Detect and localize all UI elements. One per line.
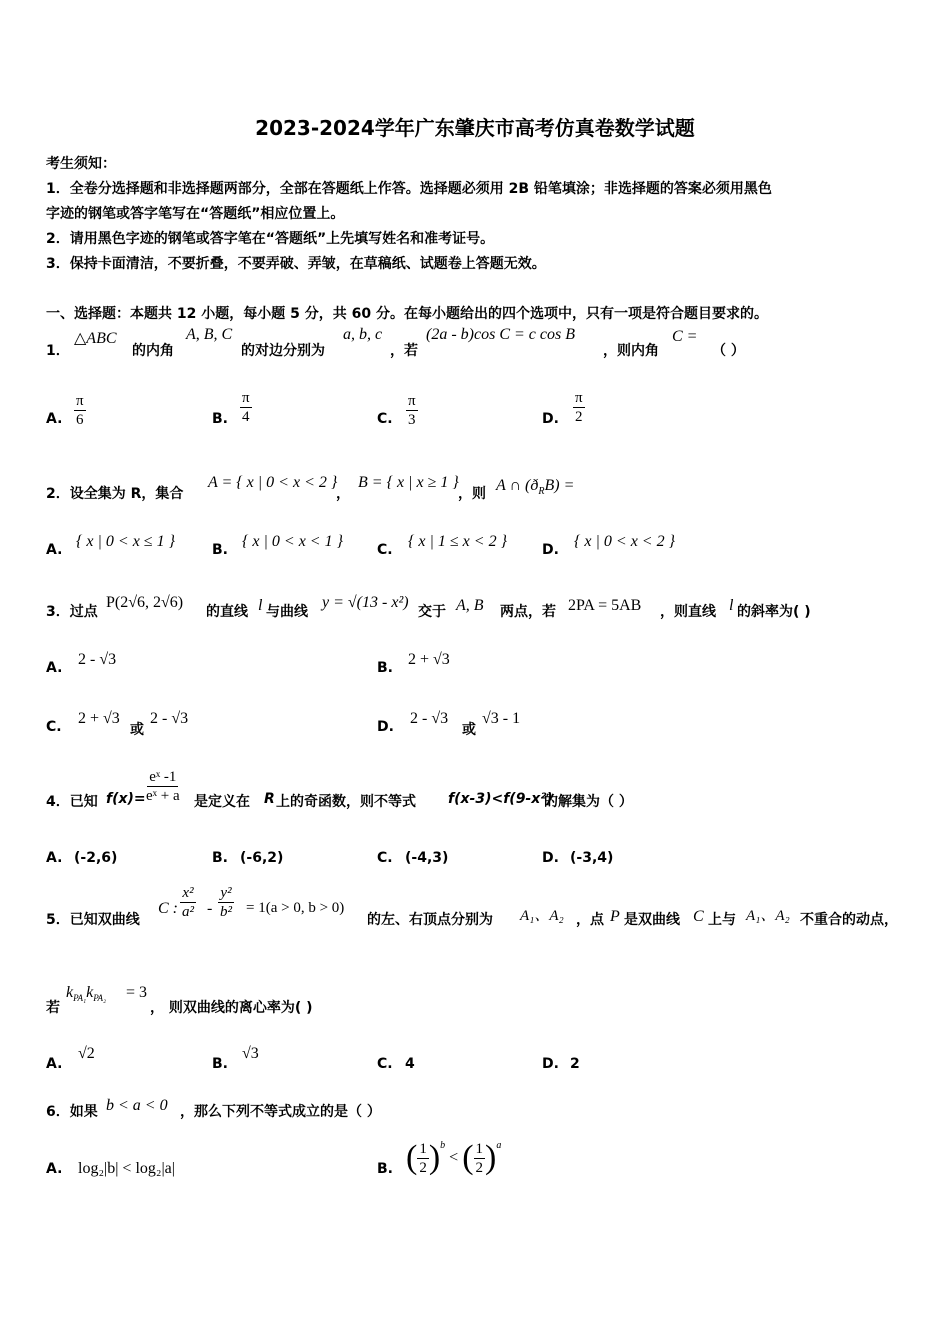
q3-points-ab: A, B (456, 597, 484, 614)
q3-text-2: 与曲线 (266, 604, 308, 620)
q3-curve: y = √(13 - x²) (322, 594, 409, 611)
q5-p: P (610, 908, 620, 925)
page-title: 2023-2024学年广东肇庆市高考仿真卷数学试题 (255, 116, 695, 140)
q2-option-b: { x | 0 < x < 1 } (242, 533, 343, 550)
q4-option-a: (-2,6) (74, 850, 118, 866)
q4-label-d: D. (542, 850, 559, 866)
q6-text-0: 6．如果 (46, 1104, 98, 1120)
notice-line-2: 2．请用黑色字迹的钢笔或答字笔在“答题纸”上先填写姓名和准考证号。 (46, 231, 495, 247)
q6-exp-b: b (440, 1140, 446, 1151)
q4-fraction (144, 768, 182, 805)
q5-text-3: 是双曲线 (624, 912, 680, 928)
q5-frac-1-num: x² (182, 885, 194, 901)
q2-then: ，则 (458, 486, 486, 502)
q5-frac-1 (180, 884, 196, 921)
q1-text-4: ，则内角 (603, 343, 659, 359)
q1-option-c-num: π (408, 393, 416, 409)
q3-option-d-2: √3 - 1 (482, 710, 521, 727)
q2-expr-part1: A ∩ (ð (496, 477, 539, 494)
q6-paren-l1: ( (406, 1139, 418, 1176)
q1-triangle: △ABC (74, 330, 117, 347)
q1-label-a: A. (46, 411, 63, 427)
q1-option-b (240, 389, 252, 426)
q5-frac-1-den: a² (182, 904, 194, 920)
q1-option-c (406, 392, 418, 429)
q5-text-0: 5．已知双曲线 (46, 912, 140, 928)
q4-text-2: 上的奇函数，则不等式 (276, 794, 416, 810)
q3-point: P(2√6, 2√6) (106, 594, 184, 611)
q6-half-1-num: 1 (419, 1140, 427, 1157)
q6-exp-a: a (496, 1140, 502, 1151)
q5-ruo: 若 (46, 1000, 60, 1016)
q4-fx: f(x)= (106, 791, 146, 807)
q6-lt: < (449, 1149, 459, 1166)
q2-label-d: D. (542, 542, 559, 558)
q5-k2-sub: PA₂ (93, 993, 107, 1004)
q1-option-a-num: π (76, 393, 84, 409)
q3-label-c: C. (46, 719, 62, 735)
q6-half-1-den: 2 (419, 1159, 427, 1176)
q1-text-3: ，若 (390, 343, 418, 359)
q5-label-c: C. (377, 1056, 393, 1072)
q1-label-d: D. (542, 411, 559, 427)
notice-line-1: 1．全卷分选择题和非选择题两部分，全部在答题纸上作答。选择题必须用 2B 铅笔填涂；非选择题的答案必须用黑色 (46, 181, 772, 197)
q5-k-product (66, 984, 106, 1003)
q5-option-d: 2 (570, 1056, 580, 1072)
q1-option-b-den: 4 (242, 409, 250, 425)
q3-option-b: 2 + √3 (408, 651, 450, 668)
q5-rest: = 1(a > 0, b > 0) (246, 900, 345, 916)
q2-set-a: A = { x | 0 < x < 2 } (208, 474, 338, 491)
q2-expr-sub: R (538, 486, 545, 498)
q6-condition: b < a < 0 (106, 1097, 168, 1114)
q6-paren-l2: ( (462, 1139, 474, 1176)
q5-text-5: 不重合的动点， (800, 912, 898, 928)
q4-text-0: 4．已知 (46, 794, 98, 810)
q4-option-b: (-6,2) (240, 850, 284, 866)
q3-text-4: 两点，若 (500, 604, 556, 620)
q2-expr-part2: B) = (544, 477, 575, 494)
q6-paren-r2: ) (485, 1139, 497, 1176)
q4-inequality: f(x-3)<f(9-x²) (448, 791, 553, 807)
q6-half-2-den: 2 (475, 1159, 484, 1176)
q5-option-a: √2 (78, 1045, 95, 1062)
q3-option-c-1: 2 + √3 (78, 710, 120, 727)
q5-k1-sub: PA₁ (73, 993, 87, 1004)
q4-label-b: B. (212, 850, 228, 866)
q5-frac-2-den: b² (220, 904, 232, 920)
q1-equation: (2a - b)cos C = c cos B (426, 326, 575, 343)
q1-option-a (74, 392, 86, 429)
q6-label-a: A. (46, 1161, 63, 1177)
q5-option-b: √3 (242, 1045, 259, 1062)
q2-label-a: A. (46, 542, 63, 558)
q3-text-3: 交于 (418, 604, 446, 620)
q5-label-b: B. (212, 1056, 228, 1072)
q1-c-eq: C = (672, 328, 698, 345)
q3-line-l2: l (729, 597, 734, 614)
q5-minus: - (207, 900, 213, 917)
notice-line-1b: 字迹的钢笔或答字笔写在“答题纸”相应位置上。 (46, 206, 345, 222)
q1-label-b: B. (212, 411, 228, 427)
q5-vertices-2: A₁、A₂ (746, 908, 790, 924)
q3-text-6: 的斜率为( ) (737, 604, 811, 620)
q3-label-b: B. (377, 660, 393, 676)
notice-line-3: 3．保持卡面清洁，不要折叠，不要弄破、弄皱，在草稿纸、试题卷上答题无效。 (46, 256, 546, 272)
q5-text-6: ， 则双曲线的离心率为( ) (150, 1000, 313, 1016)
q5-frac-2-num: y² (220, 885, 232, 901)
q5-vertices: A₁、A₂ (520, 908, 564, 924)
q1-paren: （ ） (712, 343, 745, 359)
q3-label-d: D. (377, 719, 394, 735)
q4-option-c: (-4,3) (405, 850, 449, 866)
q6-option-b (406, 1138, 501, 1178)
q6-half-1 (417, 1140, 429, 1177)
q6-paren-r1: ) (428, 1139, 441, 1176)
q2-label-c: C. (377, 542, 393, 558)
q4-text-3: 的解集为（ ） (544, 794, 633, 810)
q3-line-l: l (258, 597, 263, 614)
q1-label-c: C. (377, 411, 393, 427)
q5-text-4: 上与 (708, 912, 736, 928)
q1-option-d-den: 2 (575, 409, 583, 425)
section-heading: 一、选择题：本题共 12 小题，每小题 5 分，共 60 分。在每小题给出的四个选项中，只有一项是符合题目要求的。 (46, 306, 768, 322)
q5-frac-2 (218, 884, 234, 921)
q5-c2: C (693, 908, 704, 925)
q3-option-d-or: 或 (462, 722, 476, 738)
q1-number: 1． (46, 343, 70, 359)
q5-k1: k (66, 984, 74, 1001)
q1-text-1: 的内角 (132, 343, 174, 359)
q4-label-c: C. (377, 850, 393, 866)
q4-option-d: (-3,4) (570, 850, 614, 866)
q5-text-2: ，点 (576, 912, 604, 928)
q5-c: C : (158, 900, 178, 917)
q1-option-d-num: π (575, 390, 583, 406)
q5-label-d: D. (542, 1056, 559, 1072)
q5-option-c: 4 (405, 1056, 415, 1072)
q5-label-a: A. (46, 1056, 63, 1072)
q3-text-5: ，则直线 (660, 604, 716, 620)
q3-option-d-1: 2 - √3 (410, 710, 449, 727)
q3-option-a: 2 - √3 (78, 651, 117, 668)
q5-k-eq: = 3 (126, 984, 148, 1001)
q1-option-d (573, 389, 585, 426)
q6-option-a: log₂|b| < log₂|a| (78, 1160, 175, 1177)
q6-half-2-num: 1 (475, 1140, 484, 1157)
q2-comma: ， (336, 486, 350, 502)
notice-heading: 考生须知： (46, 156, 116, 172)
q4-frac-num: eˣ -1 (149, 769, 177, 785)
q2-expression (496, 477, 574, 497)
q3-label-a: A. (46, 660, 63, 676)
q5-text-1: 的左、右顶点分别为 (367, 912, 493, 928)
q1-angles: A, B, C (186, 326, 233, 343)
q3-text-0: 3．过点 (46, 604, 98, 620)
q6-label-b: B. (377, 1161, 393, 1177)
q1-sides: a, b, c (343, 326, 383, 343)
q1-option-b-num: π (242, 390, 250, 406)
q2-option-a: { x | 0 < x ≤ 1 } (76, 533, 175, 550)
q4-frac-den: eˣ + a (146, 788, 180, 804)
q1-text-2: 的对边分别为 (241, 343, 325, 359)
q3-condition: 2PA = 5AB (568, 597, 642, 614)
q6-half-2 (474, 1140, 486, 1177)
q2-text: 2．设全集为 R，集合 (46, 486, 184, 502)
q1-option-a-den: 6 (76, 412, 84, 428)
q5-k2: k (86, 984, 94, 1001)
q2-option-c: { x | 1 ≤ x < 2 } (408, 533, 507, 550)
q3-option-c-or: 或 (130, 722, 144, 738)
q1-option-c-den: 3 (408, 412, 416, 428)
q2-option-d: { x | 0 < x < 2 } (574, 533, 675, 550)
q4-text-1: 是定义在 (194, 794, 250, 810)
q3-option-c-2: 2 - √3 (150, 710, 189, 727)
q3-text-1: 的直线 (206, 604, 248, 620)
q2-label-b: B. (212, 542, 228, 558)
q6-text-1: ，那么下列不等式成立的是（ ） (180, 1104, 381, 1120)
q2-set-b: B = { x | x ≥ 1 } (358, 474, 459, 491)
q4-r: R (264, 791, 275, 807)
q4-label-a: A. (46, 850, 63, 866)
